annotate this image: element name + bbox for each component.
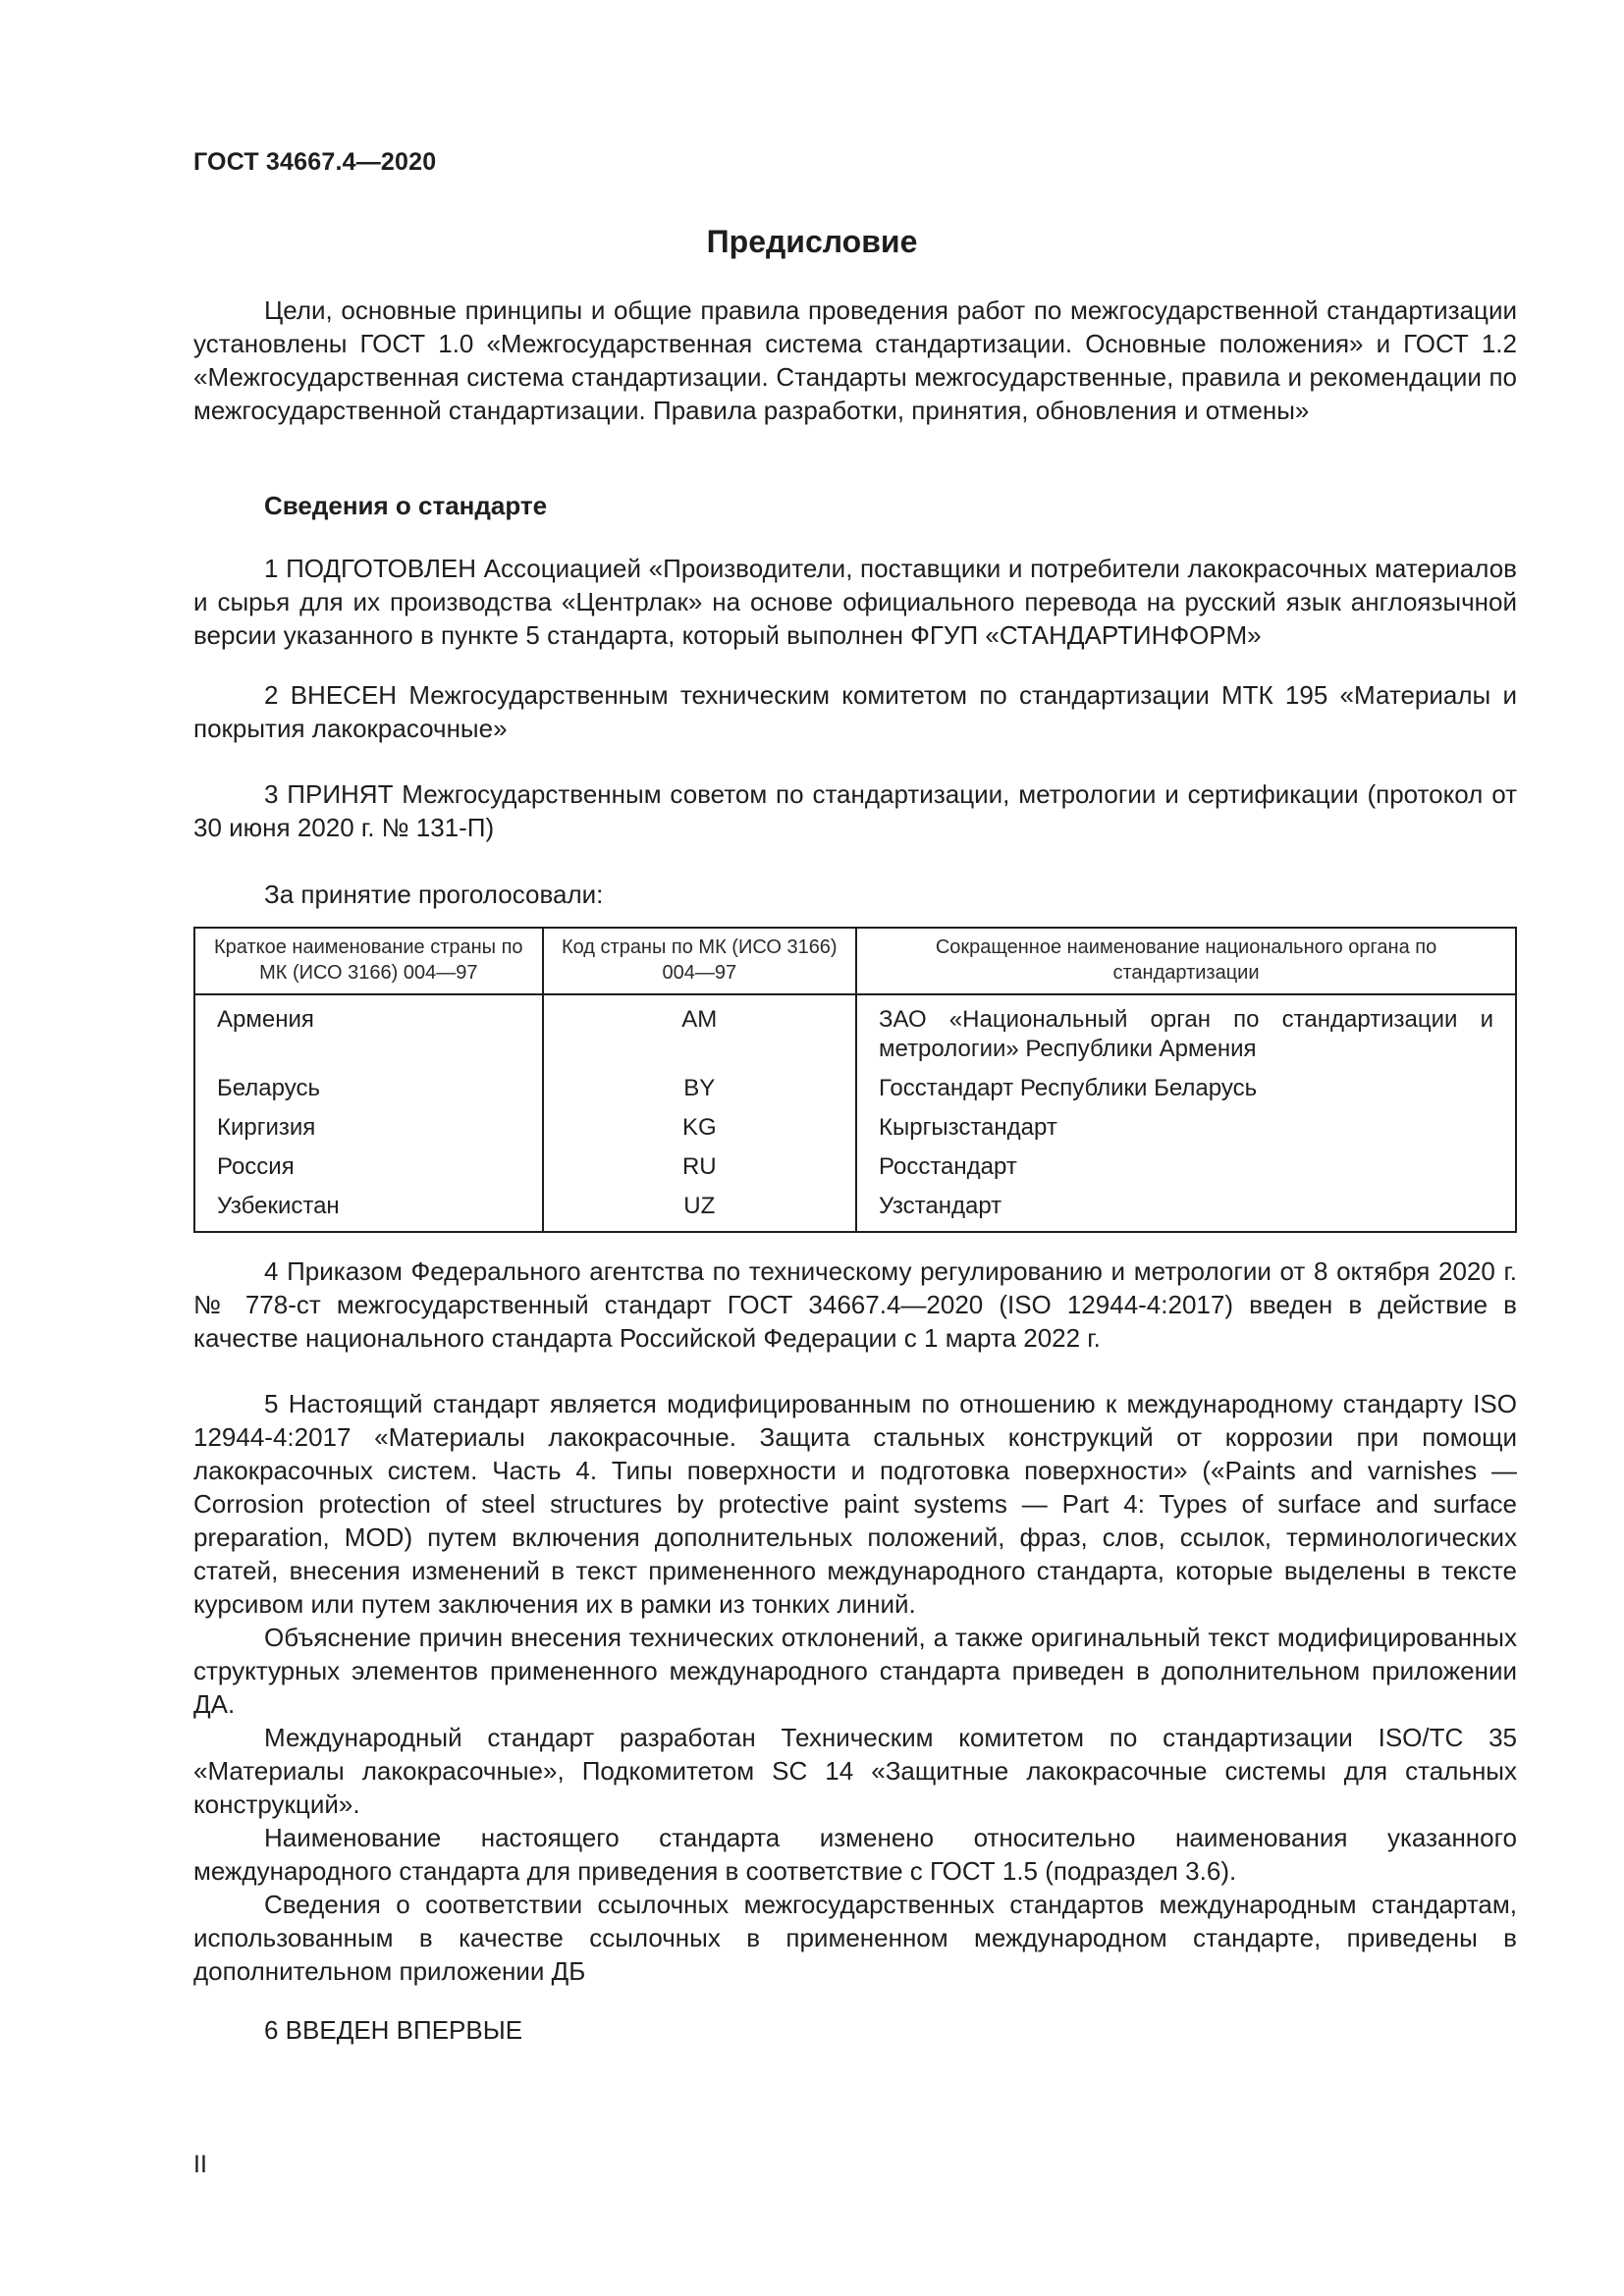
item-6-paragraph: 6 ВВЕДЕН ВПЕРВЫЕ xyxy=(264,2015,523,2045)
country-cell: Киргизия xyxy=(194,1111,543,1150)
item-3-paragraph: 3 ПРИНЯТ Межгосударственным советом по стандартизации, метрологии и сертификации (протокол от 30 июня 2020 г. № 131-П) xyxy=(193,779,1517,842)
item-5-title-change-paragraph: Наименование настоящего стандарта изменено относительно наименования указанного международного стандарта для приведения в соответствие с ГОСТ 1.5 (подраздел 3.6). xyxy=(193,1823,1517,1886)
header-country: Краткое наименование страны по МК (ИСО 3166) 004—97 xyxy=(194,928,543,994)
code-cell: AM xyxy=(543,994,856,1072)
country-cell: Россия xyxy=(194,1150,543,1190)
vote-label: За принятие проголосовали: xyxy=(264,880,604,909)
table-row xyxy=(194,1111,1516,1150)
table-row xyxy=(194,1072,1516,1111)
item-1-paragraph: 1 ПОДГОТОВЛЕН Ассоциацией «Производители, поставщики и потребители лакокрасочных материалов и сырья для их производства «Центрлак» на основе официального перевода на русский язык англоязычной версии указанного в пункте 5 стандарта, который выполнен ФГУП «СТАНДАРТИНФОРМ» xyxy=(193,554,1517,650)
item-4-paragraph: 4 Приказом Федерального агентства по техническому регулированию и метрологии от 8 октября 2020 г. № 778-ст межгосударственный стандарт ГОСТ 34667.4—2020 (ISO 12944-4:2017) введен в действие в качестве национального стандарта Российской Федерации с 1 марта 2022 г. xyxy=(193,1256,1517,1353)
item-2-paragraph: 2 ВНЕСЕН Межгосударственным техническим комитетом по стандартизации МТК 195 «Материалы и покрытия лакокрасочные» xyxy=(193,680,1517,743)
item-5-block xyxy=(193,1387,1517,1988)
page-title: Предисловие xyxy=(706,224,918,259)
country-cell: Беларусь xyxy=(194,1072,543,1111)
item-5-deviations-paragraph: Объяснение причин внесения технических отклонений, а также оригинальный текст модифицированных структурных элементов примененного международного стандарта приведен в дополнительном приложении ДА. xyxy=(193,1623,1517,1719)
org-cell: Росстандарт xyxy=(856,1150,1516,1190)
intro-paragraph: Цели, основные принципы и общие правила проведения работ по межгосударственной стандартизации установлены ГОСТ 1.0 «Межгосударственная система стандартизации. Основные положения» и ГОСТ 1.2 «Межгосударственная система стандартизации. Стандарты межгосударственные, правила и рекомендации по межгосударственной стандартизации. Правила разработки, принятия, обновления и отмены» xyxy=(193,295,1517,425)
org-cell: Госстандарт Республики Беларусь xyxy=(856,1072,1516,1111)
org-cell: Кыргызстандарт xyxy=(856,1111,1516,1150)
item-4-block xyxy=(193,1255,1517,1355)
org-cell: ЗАО «Национальный орган по стандартизации и метрологии» Республики Армения xyxy=(856,994,1516,1072)
code-cell: KG xyxy=(543,1111,856,1150)
item-5-references-paragraph: Сведения о соответствии ссылочных межгосударственных стандартов международным стандартам, использованным в качестве ссылочных в примененном международном стандарте, приведены в дополнительном приложении ДБ xyxy=(193,1890,1517,1986)
code-cell: RU xyxy=(543,1150,856,1190)
org-cell: Узстандарт xyxy=(856,1190,1516,1232)
header-code: Код страны по МК (ИСО 3166) 004—97 xyxy=(543,928,856,994)
section-heading: Сведения о стандарте xyxy=(264,491,548,520)
table-row xyxy=(194,994,1516,1072)
table-row xyxy=(194,1190,1516,1232)
page-number: II xyxy=(193,2151,207,2178)
item-5-paragraph: 5 Настоящий стандарт является модифицированным по отношению к международному стандарту ISO 12944-4:2017 «Материалы лакокрасочные. Защита стальных конструкций от коррозии при помощи лакокрасочных систем. Часть 4. Типы поверхности и подготовка поверхности» («Paints and varnishes — Corrosion protection of steel structures by protective paint systems — Part 4: Types of surface and surface preparation, MOD) путем включения дополнительных положений, фраз, слов, ссылок, терминологических статей, внесения изменений в текст примененного международного стандарта, которые выделены в тексте курсивом или путем заключения их в рамки из тонких линий. xyxy=(193,1389,1517,1619)
item-5-committee-paragraph: Международный стандарт разработан Техническим комитетом по стандартизации ISO/TC 35 «Материалы лакокрасочные», Подкомитетом SC 14 «Защитные лакокрасочные системы для стальных конструкций». xyxy=(193,1723,1517,1819)
header-org: Сокращенное наименование национального органа по стандартизации xyxy=(856,928,1516,994)
country-cell: Узбекистан xyxy=(194,1190,543,1232)
table-row xyxy=(194,1150,1516,1190)
item-2-block xyxy=(193,678,1517,745)
code-cell: UZ xyxy=(543,1190,856,1232)
code-cell: BY xyxy=(543,1072,856,1111)
item-3-block xyxy=(193,777,1517,844)
item-1-block xyxy=(193,552,1517,652)
intro-paragraph-block xyxy=(193,294,1517,427)
table-header-row xyxy=(194,928,1516,994)
voting-table xyxy=(193,927,1517,1233)
country-cell: Армения xyxy=(194,994,543,1072)
document-id: ГОСТ 34667.4—2020 xyxy=(193,148,437,176)
